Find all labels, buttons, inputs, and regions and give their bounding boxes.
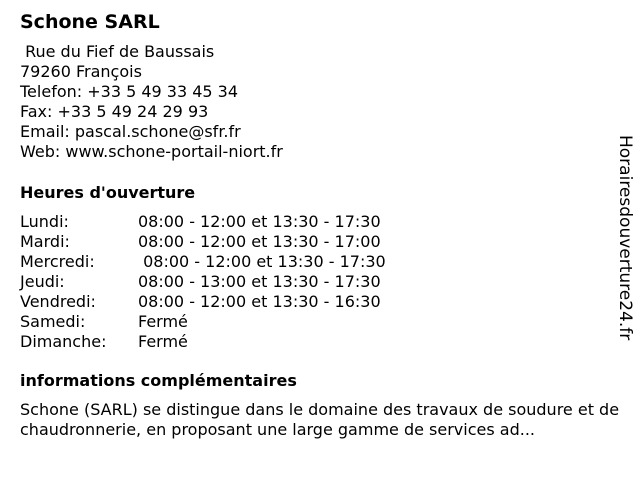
- hours-table: [20, 212, 610, 352]
- info-text: Schone (SARL) se distingue dans le domaine des travaux de soudure et de chaudronnerie, en proposant une large gamme de services ad...: [20, 400, 620, 439]
- hours-day: Lundi:: [20, 212, 69, 231]
- hours-time: 08:00 - 13:00 et 13:30 - 17:30: [138, 272, 381, 291]
- hours-row-sunday: [20, 332, 610, 352]
- hours-time: 08:00 - 12:00 et 13:30 - 17:00: [138, 232, 381, 251]
- site-watermark: Horairesdouverture24.fr: [615, 135, 635, 341]
- hours-row-friday: [20, 292, 610, 312]
- hours-title: Heures d'ouverture: [20, 183, 196, 202]
- hours-day: Dimanche:: [20, 332, 107, 351]
- street-address: Rue du Fief de Baussais: [20, 42, 215, 61]
- hours-time: 08:00 - 12:00 et 13:30 - 17:30: [138, 252, 386, 271]
- hours-row-monday: [20, 212, 610, 232]
- hours-row-wednesday: [20, 252, 610, 272]
- hours-day: Jeudi:: [20, 272, 65, 291]
- business-card: [20, 10, 620, 440]
- hours-time: 08:00 - 12:00 et 13:30 - 16:30: [138, 292, 381, 311]
- city-address: 79260 François: [20, 62, 142, 81]
- hours-time: Fermé: [138, 312, 188, 331]
- hours-time: Fermé: [138, 332, 188, 351]
- info-title: informations complémentaires: [20, 371, 297, 390]
- hours-time: 08:00 - 12:00 et 13:30 - 17:30: [138, 212, 381, 231]
- hours-row-tuesday: [20, 232, 610, 252]
- hours-row-saturday: [20, 312, 610, 332]
- business-name: Schone SARL: [20, 11, 160, 33]
- email-address: Email: pascal.schone@sfr.fr: [20, 122, 241, 141]
- hours-day: Vendredi:: [20, 292, 96, 311]
- hours-day: Mardi:: [20, 232, 70, 251]
- hours-row-thursday: [20, 272, 610, 292]
- hours-day: Mercredi:: [20, 252, 95, 271]
- phone-number: Telefon: +33 5 49 33 45 34: [20, 82, 239, 101]
- website: Web: www.schone-portail-niort.fr: [20, 142, 283, 161]
- fax-number: Fax: +33 5 49 24 29 93: [20, 102, 209, 121]
- hours-day: Samedi:: [20, 312, 86, 331]
